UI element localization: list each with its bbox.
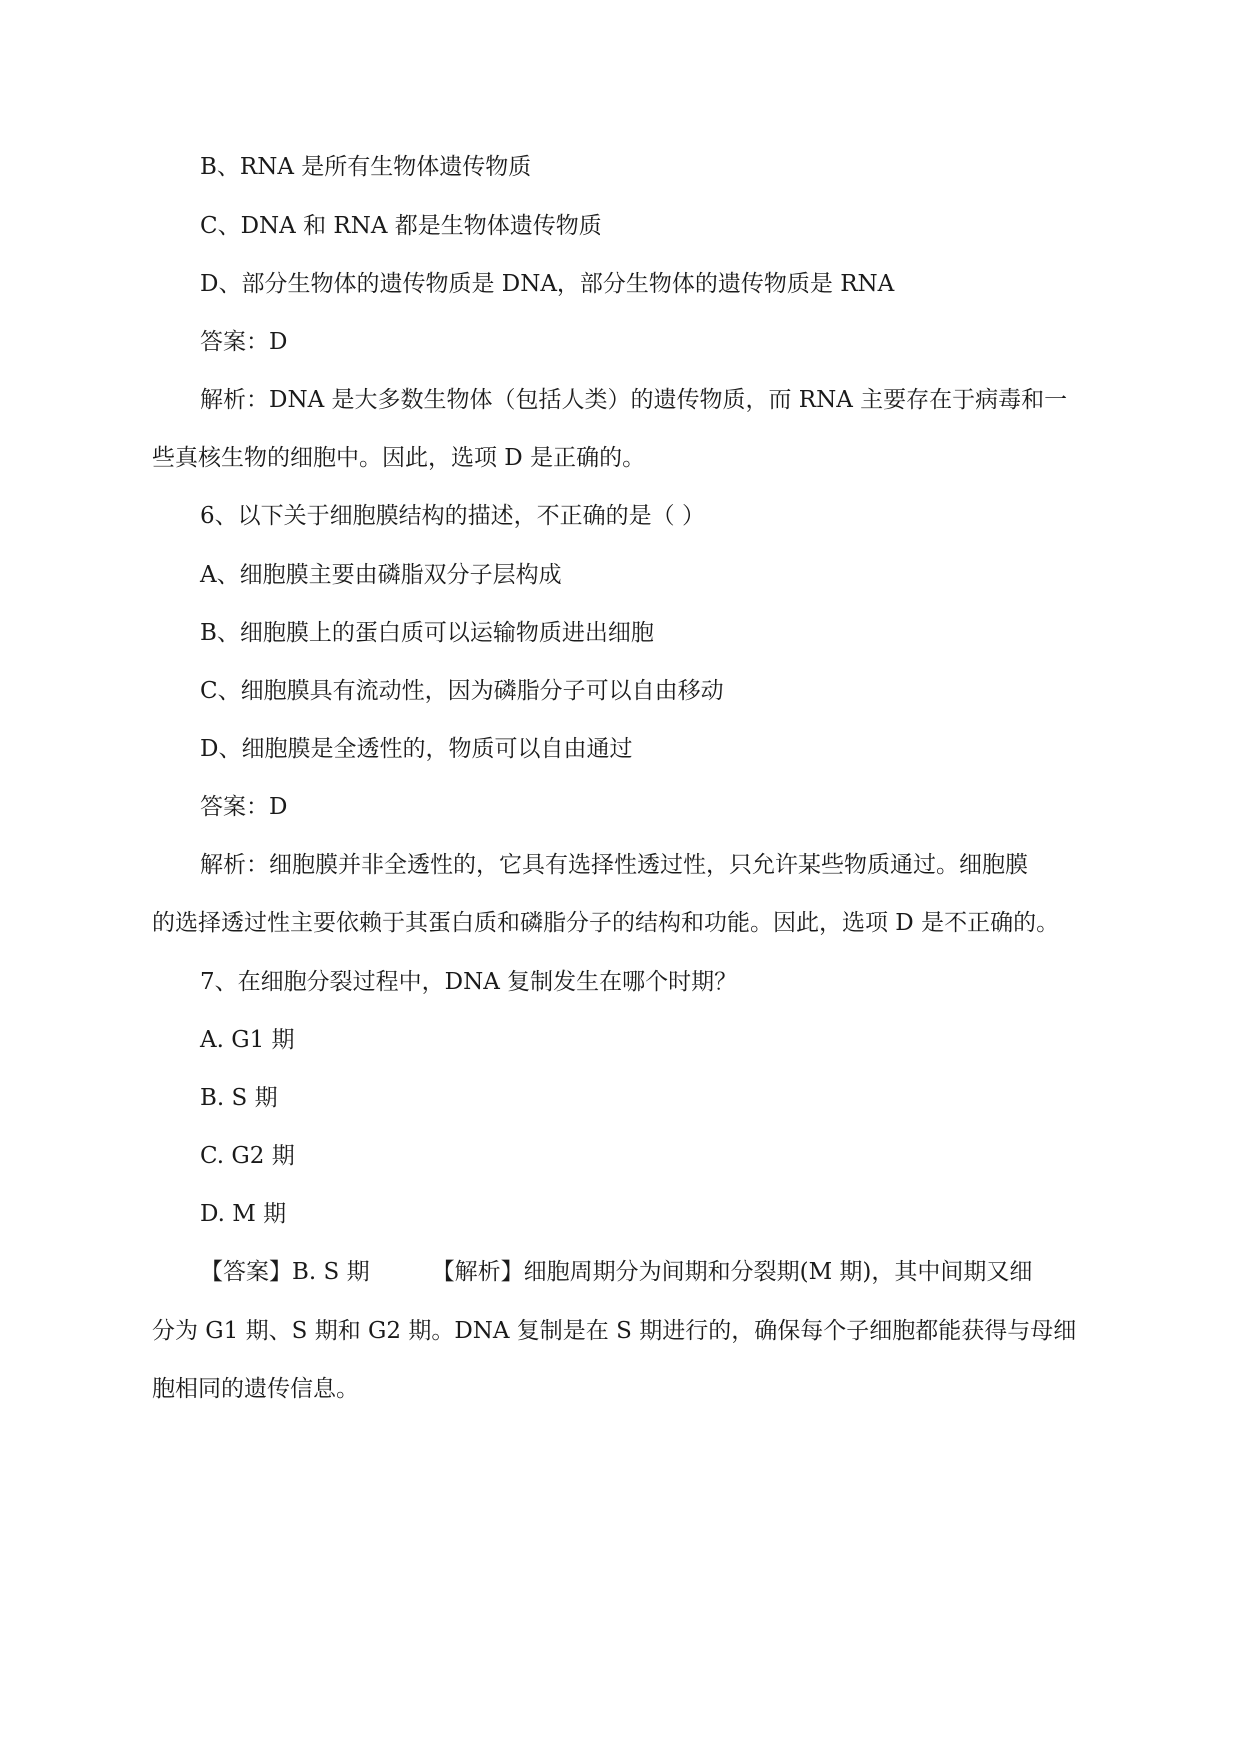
- q7-answer: 【答案】B. S 期: [200, 1259, 370, 1285]
- q6-option-c: C、细胞膜具有流动性，因为磷脂分子可以自由移动: [200, 678, 724, 704]
- q5-answer: 答案：D: [200, 329, 288, 355]
- q5-analysis-line-2: 些真核生物的细胞中。因此，选项 D 是正确的。: [152, 445, 646, 471]
- q5-option-b: B、RNA 是所有生物体遗传物质: [200, 154, 532, 180]
- q5-option-c: C、DNA 和 RNA 都是生物体遗传物质: [200, 213, 602, 239]
- q7-option-d: D. M 期: [200, 1201, 287, 1227]
- q7-analysis-line-3: 胞相同的遗传信息。: [152, 1376, 359, 1402]
- q7-answer-analysis-line-1: [200, 1256, 1032, 1288]
- q7-analysis-line-2: 分为 G1 期、S 期和 G2 期。DNA 复制是在 S 期进行的，确保每个子细胞都能获得与母细: [152, 1318, 1077, 1344]
- q7-option-b: B. S 期: [200, 1085, 278, 1111]
- q6-option-b: B、细胞膜上的蛋白质可以运输物质进出细胞: [200, 620, 654, 646]
- q6-question: 6、以下关于细胞膜结构的描述，不正确的是（ ）: [200, 503, 705, 529]
- q7-analysis-line-1: 【解析】细胞周期分为间期和分裂期(M 期)，其中间期又细: [431, 1259, 1033, 1285]
- q7-option-a: A. G1 期: [200, 1027, 295, 1053]
- q6-option-a: A、细胞膜主要由磷脂双分子层构成: [200, 562, 562, 588]
- q7-option-c: C. G2 期: [200, 1143, 295, 1169]
- q6-analysis-line-1: 解析：细胞膜并非全透性的，它具有选择性透过性，只允许某些物质通过。细胞膜: [200, 852, 1028, 878]
- q5-analysis-line-1: 解析：DNA 是大多数生物体（包括人类）的遗传物质，而 RNA 主要存在于病毒和一: [200, 387, 1068, 413]
- q6-answer: 答案：D: [200, 794, 288, 820]
- q5-option-d: D、部分生物体的遗传物质是 DNA，部分生物体的遗传物质是 RNA: [200, 271, 895, 297]
- q6-analysis-line-2: 的选择透过性主要依赖于其蛋白质和磷脂分子的结构和功能。因此，选项 D 是不正确的。: [152, 910, 1060, 936]
- q6-option-d: D、细胞膜是全透性的，物质可以自由通过: [200, 736, 633, 762]
- q7-question: 7、在细胞分裂过程中，DNA 复制发生在哪个时期？: [200, 969, 738, 995]
